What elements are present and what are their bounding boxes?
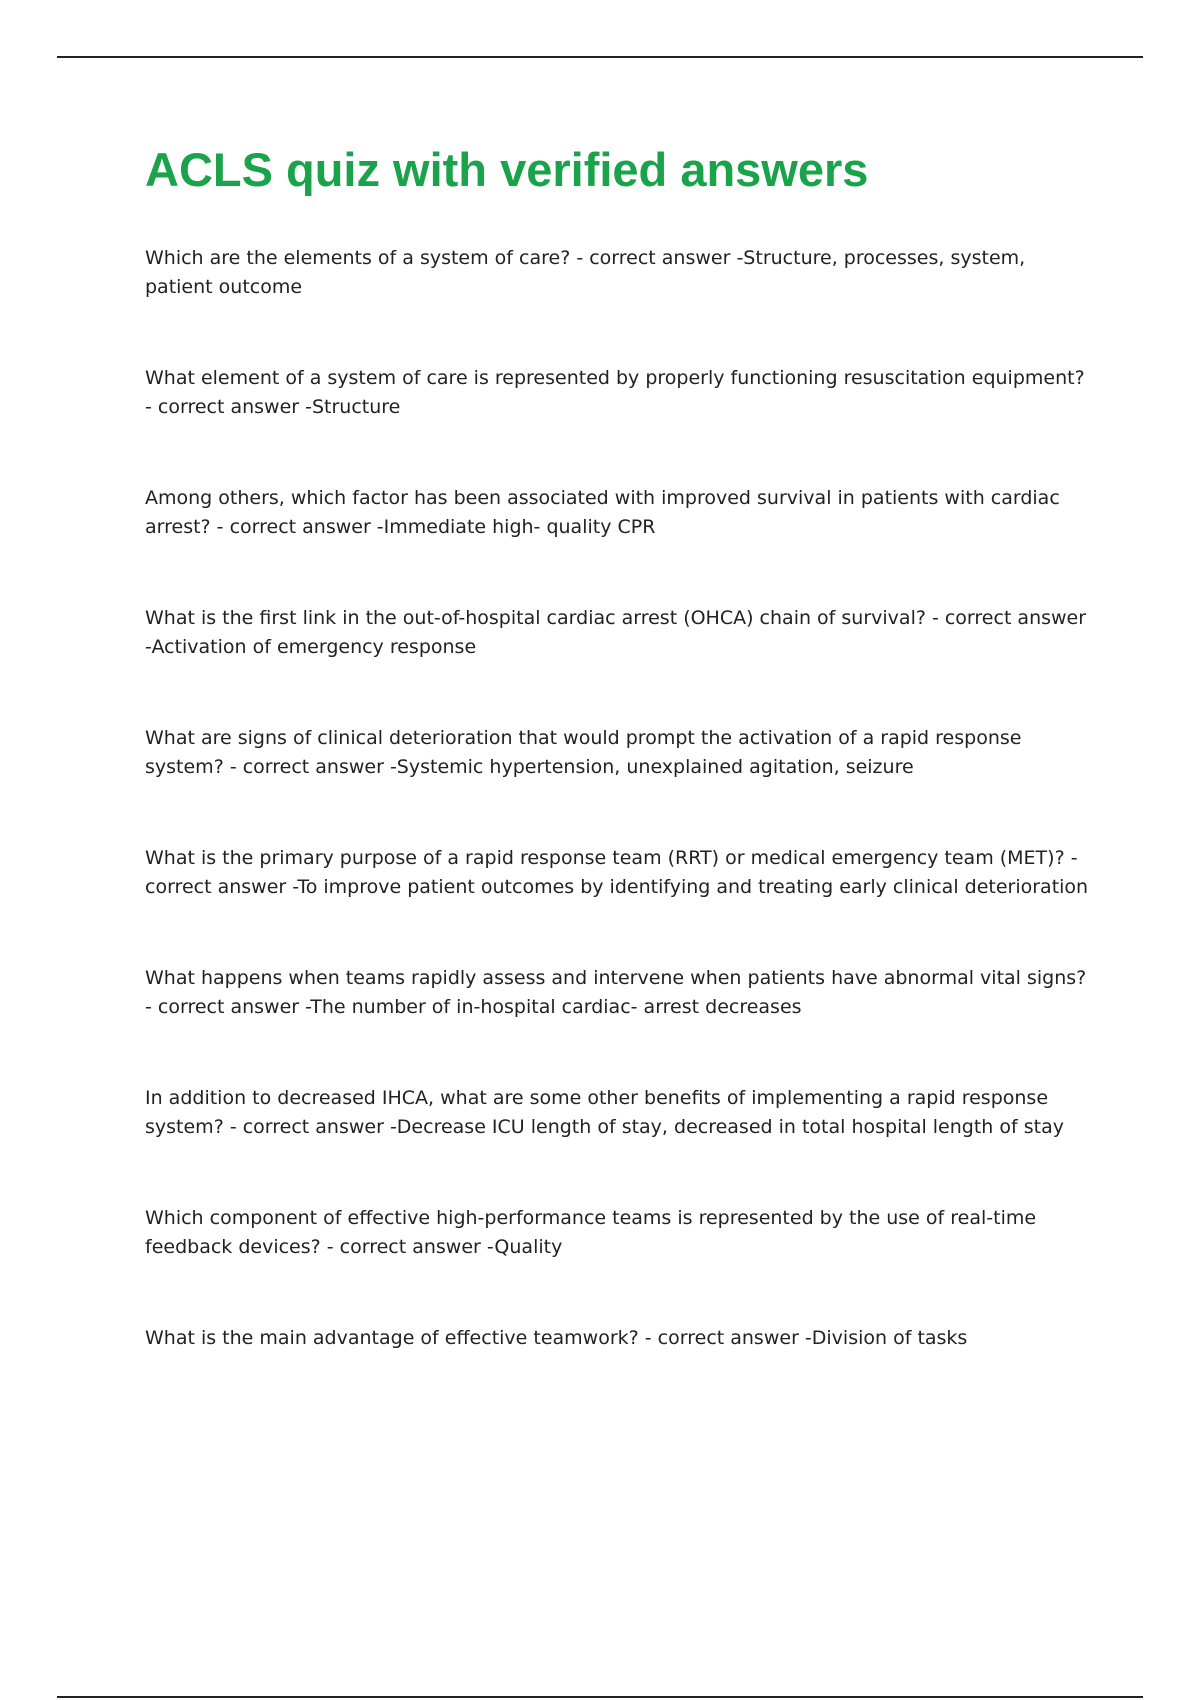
qa-item: Which are the elements of a system of care? - correct answer -Structure, processes, system, patient outcome bbox=[145, 247, 1026, 298]
top-divider bbox=[57, 56, 1143, 58]
page-title: ACLS quiz with verified answers bbox=[145, 143, 869, 196]
qa-item: In addition to decreased IHCA, what are some other benefits of implementing a rapid response system? - correct answer -Decrease ICU length of stay, decreased in total hospital length of stay bbox=[145, 1087, 1064, 1138]
qa-item: What is the first link in the out-of-hospital cardiac arrest (OHCA) chain of survival? - correct answer -Activation of emergency response bbox=[145, 607, 1087, 658]
qa-item: What element of a system of care is represented by properly functioning resuscitation equipment? - correct answer -Structure bbox=[145, 367, 1085, 418]
qa-item: What happens when teams rapidly assess and intervene when patients have abnormal vital signs? - correct answer -The number of in-hospital cardiac- arrest decreases bbox=[145, 967, 1087, 1018]
qa-list bbox=[145, 244, 1095, 1444]
qa-item: What is the primary purpose of a rapid response team (RRT) or medical emergency team (MET)? - correct answer -To improve patient outcomes by identifying and treating early clinical deterioration bbox=[145, 847, 1089, 898]
qa-item: What are signs of clinical deterioration that would prompt the activation of a rapid response system? - correct answer -Systemic hypertension, unexplained agitation, seizure bbox=[145, 727, 1022, 778]
qa-item: What is the main advantage of effective teamwork? - correct answer -Division of tasks bbox=[145, 1327, 968, 1349]
qa-item: Which component of effective high-performance teams is represented by the use of real-time feedback devices? - correct answer -Quality bbox=[145, 1207, 1037, 1258]
bottom-divider bbox=[57, 1696, 1143, 1698]
qa-item: Among others, which factor has been associated with improved survival in patients with cardiac arrest? - correct answer -Immediate high- quality CPR bbox=[145, 487, 1060, 538]
